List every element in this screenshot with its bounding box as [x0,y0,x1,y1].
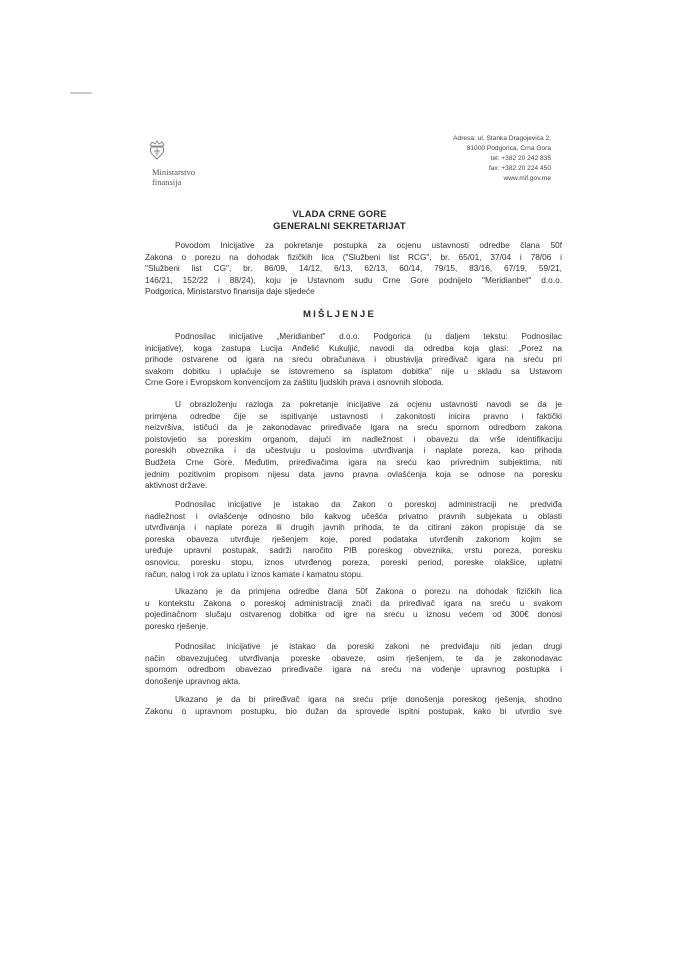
body-paragraph-2 [145,399,562,492]
paragraph-line: aktivnost države. [145,480,208,491]
paragraph-line: Povodom Inicijative za pokretanje postupka za ocjenu ustavnosti odredbe člana 50f [175,240,562,250]
body-paragraph-5 [145,641,562,687]
paragraph-line: svakom dobitku i uplaćuje se istovremeno sa isplatom dobitka" nije u skladu sa Ustavom [145,365,562,376]
paragraph-line: osnovicu, poresku stopu, iznos utvrđenog poreza, poreski period, poreske olakšice, uplatni [145,556,562,567]
paragraph-line: jednim pozitivnim propisom nijesu data javno pravna ovlašćenja koja se odnose na poresku [145,468,562,479]
paragraph-line: prihode ostvarene od igara na sreću obračunava i obustavlja priređivač igara na sreću pri [145,354,562,365]
ministry-logo [148,140,220,162]
ministry-name-line: Ministarstvo [152,167,195,177]
address-block [426,134,551,184]
paragraph-line: neizvršiva, ističući da je zakonodavac priređivače igara na sreću spornom odredbom zakona [145,422,562,433]
website-line: www.mif.gov.me [503,175,551,182]
paragraph-line: poistovjetio sa poreskim organom, dajući im nadležnost i obavezu da vrše identifikaciju [145,433,562,444]
paragraph-line: spornom odredbom obavezao priređivače igara na sreću na vođenje upravnog postupka i [145,664,562,675]
paragraph-line: u kontekstu Zakona o poreskoj administraciji znači da priređivač igara na sreću u svakom [145,597,562,608]
paragraph-line: inicijative), koga zastupa Lucija Anđelić Kukuljić, navodi da odredba koja glasi: „Porez na [145,342,562,353]
paragraph-line: poresko rješenje. [145,620,209,631]
paragraph-line: uređuje upravni postupak, sadrži naročito PIB poreskog obveznika, vrstu poreza, poresku [145,545,562,556]
body-paragraph-3 [145,499,562,580]
paragraph-line: Ukazano je da bi priređivač igara na sreću prije donošenja poreskog rješenja, shodno [175,694,562,704]
paragraph-line: donošenje upravnog akta. [145,675,241,686]
paragraph-line: poreskih obveznika i da učestvuju u poslovima utvrđivanja i naplate poreza, kao prihoda [145,445,562,456]
paragraph-line: nadležnost i ovlašćenje odnosno bilo kakvog učešća privatno pravnih subjekata u oblasti [145,510,562,521]
intro-paragraph [145,240,562,298]
paragraph-line: Budžeta Crne Gore. Međutim, priređivačima igara na sreću kao privrednim subjektima, niti [145,456,562,467]
paragraph-line: način obavezujućeg utvrđivanja poreske obaveze, osim rješenjem, te da je zakonodavac [145,652,562,663]
paragraph-line: Zakona o porezu na dohodak fizičkih lica ("Službeni list RCG", br. 65/01, 37/04 i 78/06 i [145,251,562,262]
paragraph-line: pojedinačnom slučaju ostvarenog dobitka od igre na sreću u iznosu većem od 300€ donosi [145,609,562,620]
body-paragraph-1 [145,331,562,389]
ministry-name [152,167,195,187]
paragraph-line: račun, nalog i rok za uplatu i iznos kamate i kamatnu stopu. [145,568,364,579]
paragraph-line: utvrđivanja i naplate poreza ili drugih javnih prihoda, te da citirani zakon propisuje da se [145,522,562,533]
paragraph-line: poreska obaveza utvrđuje rješenjem koje, pored podataka utvrđenih zakonom kojim se [145,533,562,544]
body-paragraph-4 [145,586,562,632]
paragraph-line: "Službeni list CG", br. 86/09, 14/12, 6/13, 62/13, 60/14, 79/15, 83/16, 67/19, 59/21, [145,263,562,274]
paragraph-line: 146/21, 152/22 i 88/24), koju je Ustavnom sudu Crne Gore podnijelo "Meridianbet" d.o.o. [145,274,562,285]
body-paragraph-6 [145,694,562,717]
paragraph-line: Podnosilac inicijative „Meridianbet" d.o.o. Podgorica (u daljem tekstu: Podnosilac [175,331,562,341]
recipient-subtitle: GENERALNI SEKRETARIJAT [273,220,406,231]
paragraph-line: Zakonu o upravnom postupku, bio dužan da sprovede ispitni postupak, kako bi utvrdio sve [145,705,562,716]
paragraph-line: Podnosilac inicijative je istakao da Zakon o poreskoj administraciji ne predviđa [175,499,562,509]
recipient-title: VLADA CRNE GORE [292,208,387,219]
paragraph-line: Podgorica, Ministarstvo finansija daje sljedeće [145,286,315,297]
paragraph-line: Crne Gore i Evropskom konvencijom za zaštitu ljudskih prava i osnovnih sloboda. [145,377,444,388]
coat-of-arms-icon [148,140,166,162]
paragraph-line: Podnosilac inicijative je istakao da poreski zakoni ne predviđaju niti jedan drugi [175,641,562,651]
ministry-name-line: finansija [152,177,182,187]
paragraph-line: Ukazano je da primjena odredbe člana 50f Zakona o porezu na dohodak fizičkih lica [175,586,562,596]
document-heading: MIŠLJENJE [302,309,377,320]
paragraph-line: U obrazloženju razloga za pokretanje inicijative za ocjenu ustavnosti navodi se da je [175,399,562,409]
address-line: Adresa: ul. Stanka Dragojevića 2, [453,135,551,142]
fax-line: fax: +382 20 224 450 [488,165,551,172]
scan-speck [70,92,92,94]
address-line: 81000 Podgorica, Crna Gora [466,145,551,152]
phone-line: tel: +382 20 242 835 [490,155,551,162]
paragraph-line: primjena odredbe čije se ispitivanje ustavnosti i zakonitosti inicira pravno i faktički [145,410,562,421]
